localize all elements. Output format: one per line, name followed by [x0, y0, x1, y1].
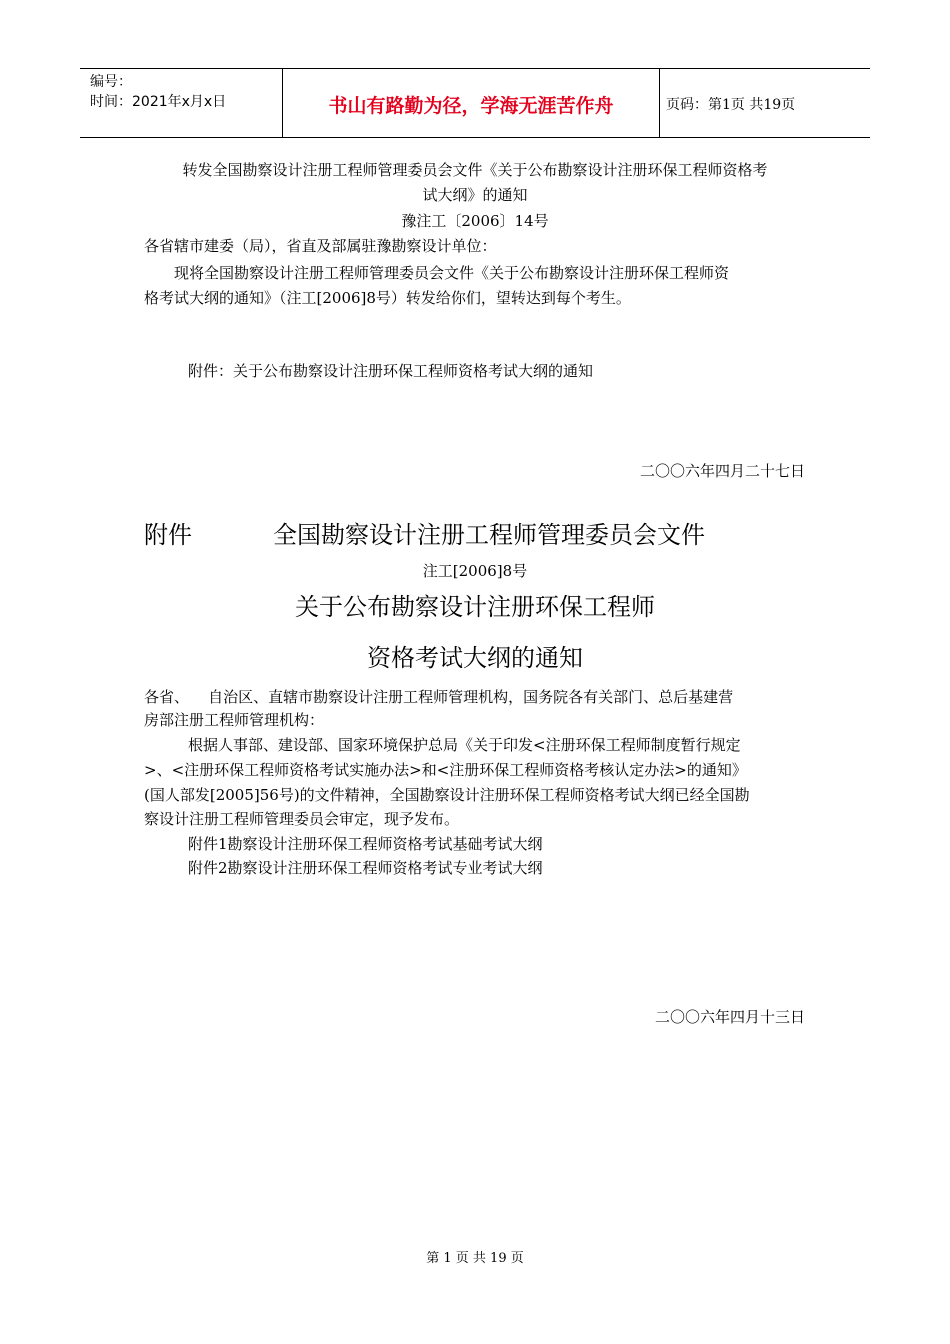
header-right-cell — [660, 69, 870, 137]
attachment-body-line1: 根据人事部、建设部、国家环境保护总局《关于印发<注册环保工程师制度暂行规定 — [188, 736, 741, 754]
notice-doc-number: 豫注工〔2006〕14号 — [401, 212, 549, 230]
notice-date: 二〇〇六年四月二十七日 — [639, 462, 805, 480]
issuer-heading: 全国勘察设计注册工程师管理委员会文件 — [273, 521, 705, 549]
number-label: 编号： — [90, 74, 132, 90]
notice-title-line2: 试大纲》的通知 — [422, 186, 528, 204]
header-left-cell — [80, 69, 283, 137]
header-table — [80, 68, 870, 138]
page-footer: 第 1 页 共 19 页 — [426, 1251, 524, 1266]
header-middle-cell — [283, 69, 660, 137]
attachment-addressee-line1: 各省、 自治区、直辖市勘察设计注册工程师管理机构，国务院各有关部门、总后基建营 — [144, 688, 734, 706]
annex-1: 附件1勘察设计注册环保工程师资格考试基础考试大纲 — [188, 835, 543, 853]
attachment-date: 二〇〇六年四月十三日 — [654, 1008, 805, 1026]
notice-body-line2: 格考试大纲的通知》（注工[2006]8号）转发给你们，望转达到每个考生。 — [144, 289, 631, 307]
attachment-title-line2: 资格考试大纲的通知 — [367, 644, 583, 672]
page-info: 页码：第1页 共19页 — [666, 97, 796, 113]
notice-title-line1: 转发全国勘察设计注册工程师管理委员会文件《关于公布勘察设计注册环保工程师资格考 — [182, 161, 768, 179]
attachment-body-line3: (国人部发[2005]56号)的文件精神，全国勘察设计注册环保工程师资格考试大纲已经全国勘 — [144, 786, 750, 804]
attachment-label: 附件 — [144, 521, 192, 549]
motto: 书山有路勤为径，学海无涯苦作舟 — [328, 95, 614, 117]
attachment-body-line4: 察设计注册工程师管理委员会审定，现予发布。 — [144, 810, 460, 828]
attachment-doc-number: 注工[2006]8号 — [422, 562, 528, 580]
attachment-addressee-line2: 房部注册工程师管理机构： — [144, 711, 325, 729]
attachment-body-line2: >、<注册环保工程师资格考试实施办法>和<注册环保工程师资格考核认定办法>的通知》 — [144, 761, 747, 779]
notice-body-line1: 现将全国勘察设计注册工程师管理委员会文件《关于公布勘察设计注册环保工程师资 — [174, 264, 730, 282]
attachment-title-line1: 关于公布勘察设计注册环保工程师 — [295, 593, 655, 621]
notice-attachment: 附件：关于公布勘察设计注册环保工程师资格考试大纲的通知 — [188, 362, 594, 380]
time-label: 时间：2021年x月x日 — [90, 94, 227, 110]
annex-2: 附件2勘察设计注册环保工程师资格考试专业考试大纲 — [188, 859, 543, 877]
notice-addressee: 各省辖市建委（局），省直及部属驻豫勘察设计单位： — [144, 237, 497, 255]
